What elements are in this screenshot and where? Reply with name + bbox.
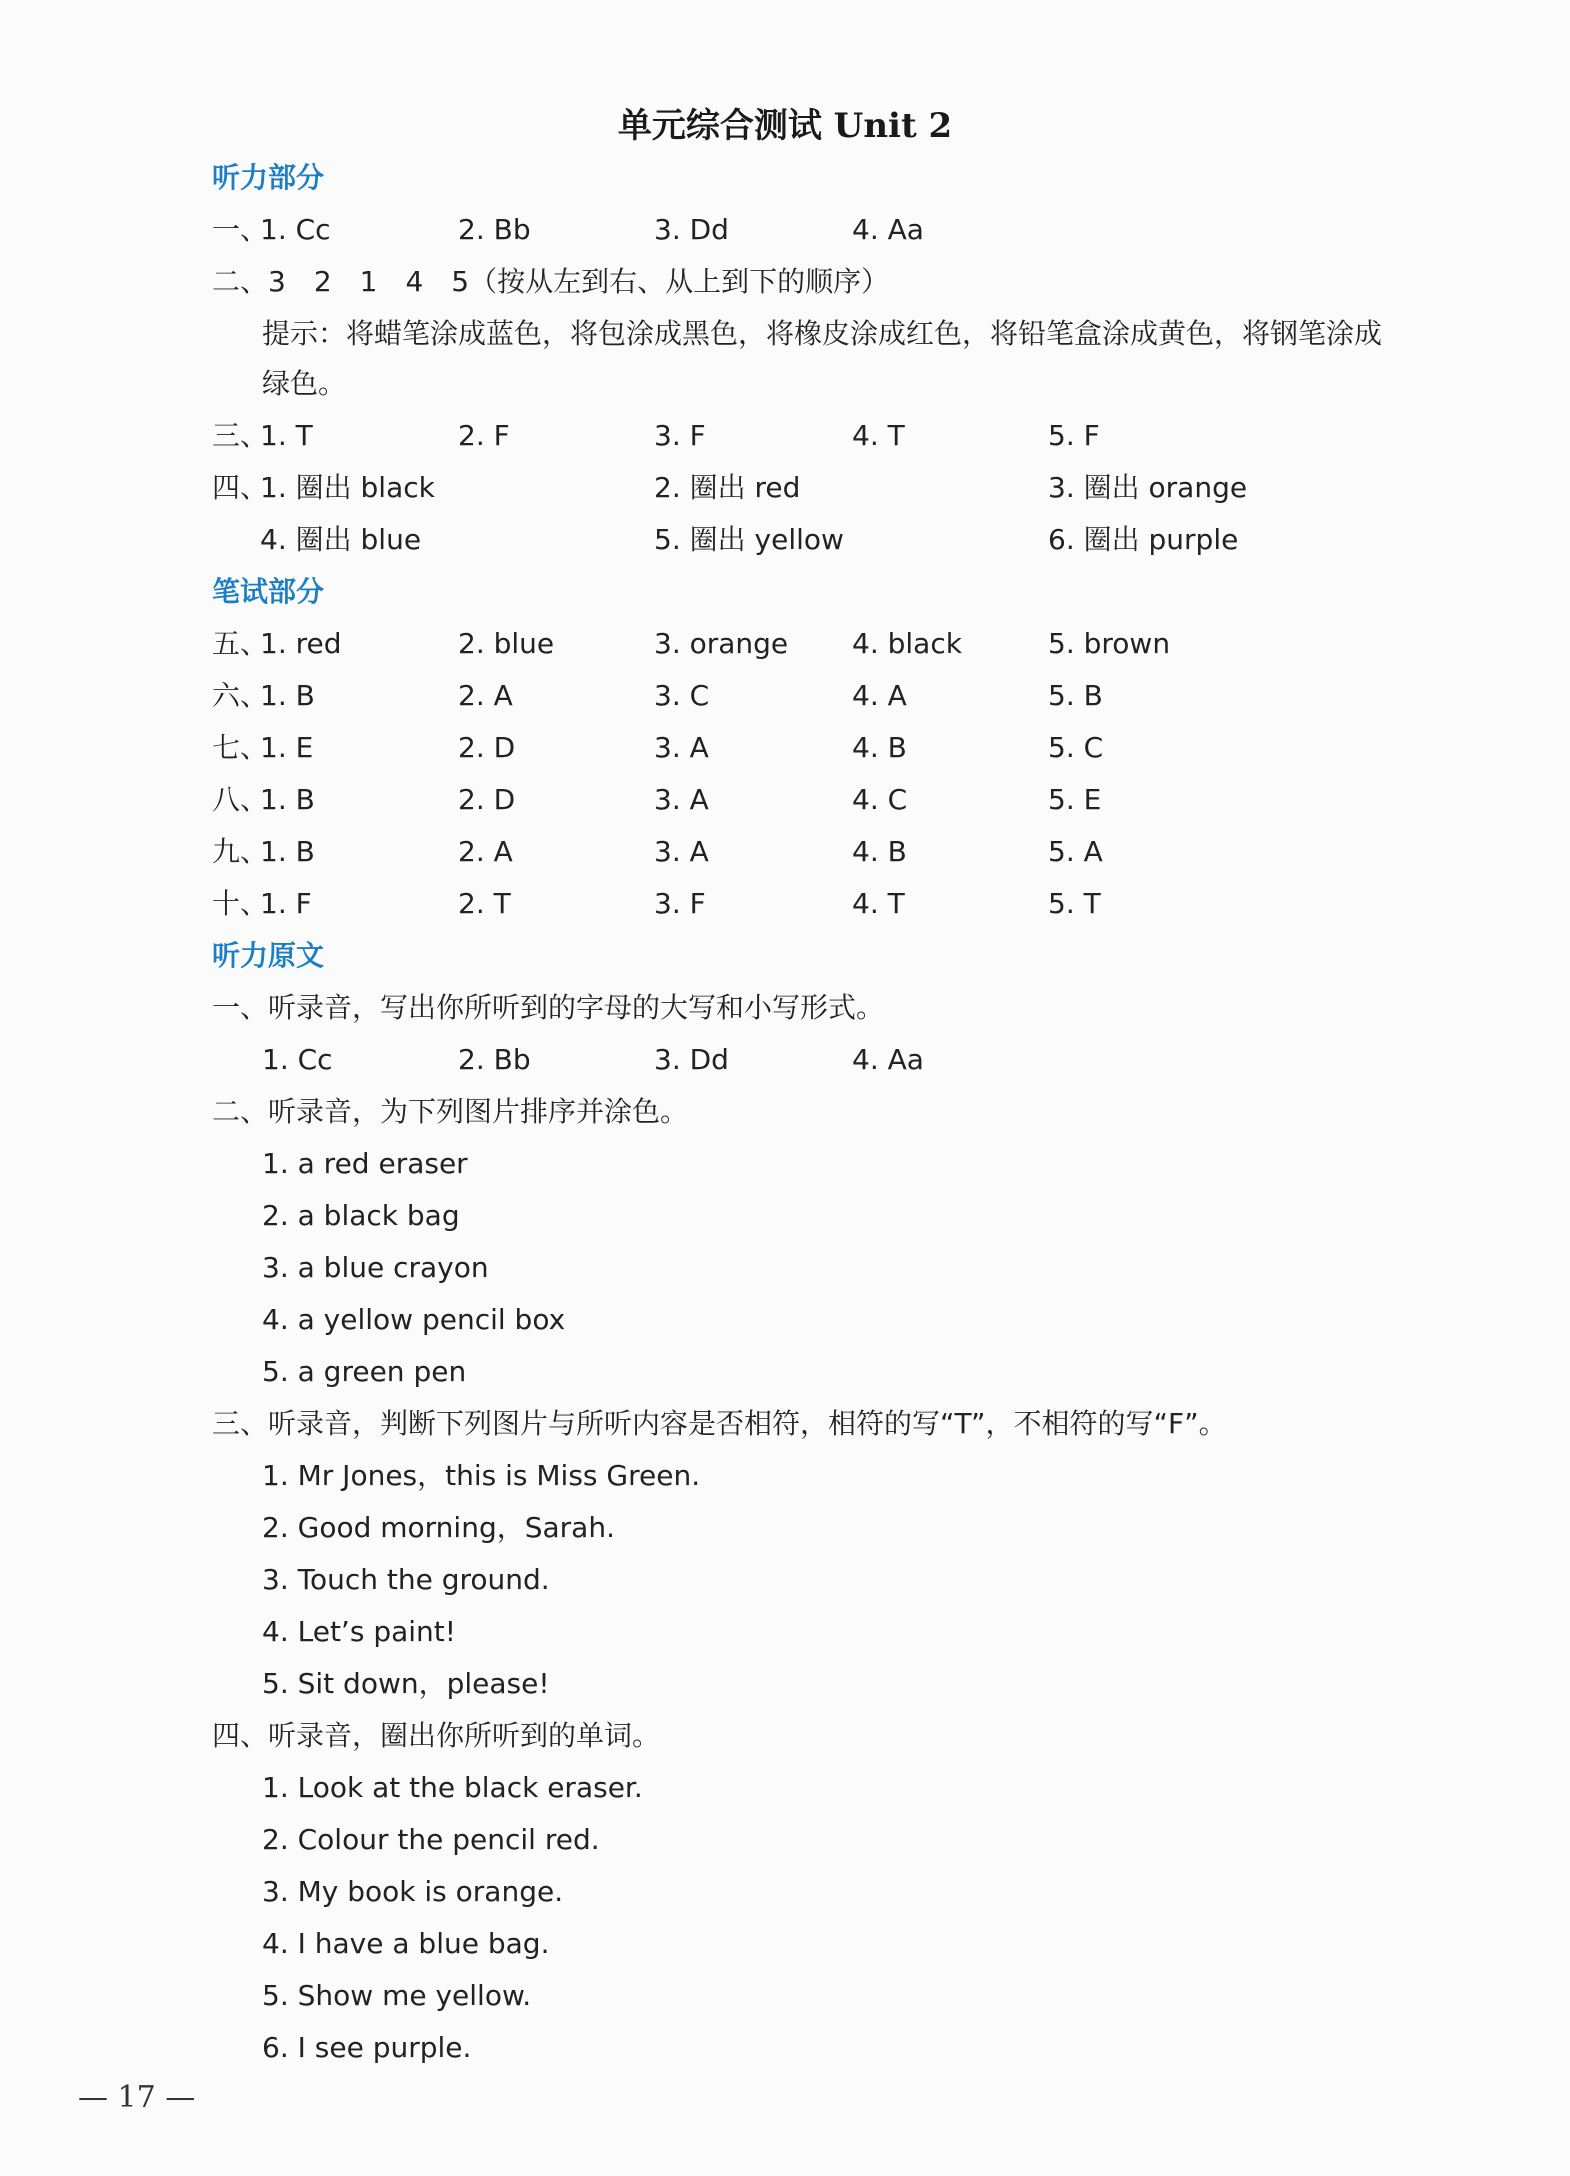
list-item: 1. a red eraser: [262, 1147, 468, 1180]
list-item: 5. Show me yellow.: [262, 1979, 532, 2012]
listening-heading: 听力部分: [212, 161, 325, 194]
hint-line-2: 绿色。: [262, 367, 347, 400]
list-item: 2. Colour the pencil red.: [262, 1823, 600, 1856]
list-item: 3. My book is orange.: [262, 1875, 564, 1908]
hint-line-1: 提示：将蜡笔涂成蓝色，将包涂成黑色，将橡皮涂成红色，将铅笔盒涂成黄色，将钢笔涂成: [262, 317, 1383, 350]
list-item: 2. a black bag: [262, 1199, 460, 1232]
list-item: 4. a yellow pencil box: [262, 1303, 566, 1336]
transcript-heading: 听力原文: [212, 939, 325, 972]
list-item: 2. Good morning，Sarah.: [262, 1511, 615, 1544]
transcript-instruction-4: 四、听录音，圈出你所听到的单词。: [212, 1719, 661, 1752]
transcript-instruction-3: 三、听录音，判断下列图片与所听内容是否相符，相符的写“T”，不相符的写“F”。: [212, 1407, 1227, 1440]
list-item: 1. Look at the black eraser.: [262, 1771, 643, 1804]
answer-page: 单元综合测试 Unit 2 听力部分 一、 1. Cc 2. Bb 3. Dd 4. Aa 二、3 2 1 4 5（按从左到右、从上到下的顺序） 提示：将蜡笔涂成蓝色，将包涂成黑色，将橡皮涂成红色，将铅笔盒涂成黄色，将钢笔涂成 绿色。 三、 1. T 2. F 3. F 4. T 5. F 四、 1. 圈出 black 2. 圈出 red 3. 圈出 orange 4. 圈出 blue 5. 圈出 yellow 6. 圈出 purple 笔试部分 五、 1. red 2. blue 3. orange 4. black 5. brown 六、 1. B 2. A 3. C 4. A 5. B 七、 1. E 2. D 3. A 4. B 5. C 八、 1. B 2. D 3. A 4. C 5. E 九、 1. B 2. A 3. A 4. B 5. A 十、 1. F 2. T 3. F 4. T 5. T 听力原文 一、听录音，写出你所听到的字母的大写和小写形式。 1. Cc 2. Bb 3. Dd 4. Aa 二、听录音，为下列图片排序并涂色。 1. a red eraser 2. a black bag 3. a blue crayon 4. a yellow pencil box 5. a green pen 三、听录音，判断下列图片与所听内容是否相符，相符的写“T”，不相符的写“F”。 1. Mr Jones，this is Miss Green. 2. Good morning，Sarah. 3. Touch the ground. 4. Let’s paint! 5. Sit down，please! 四、听录音，圈出你所听到的单词。 1. Look at the black eraser. 2. Colour the pencil red. 3. My book is orange. 4. I have a blue bag. 5. Show me yellow. 6. I see purple. — 17 —: [0, 0, 1570, 2176]
writing-heading: 笔试部分: [212, 575, 325, 608]
transcript-instruction-2: 二、听录音，为下列图片排序并涂色。: [212, 1095, 689, 1128]
list-item: 3. a blue crayon: [262, 1251, 489, 1284]
list-item: 5. a green pen: [262, 1355, 467, 1388]
list-item: 5. Sit down，please!: [262, 1667, 550, 1700]
list-item: 4. I have a blue bag.: [262, 1927, 550, 1960]
list-item: 6. I see purple.: [262, 2031, 472, 2064]
list-item: 4. Let’s paint!: [262, 1615, 456, 1648]
list-item: 3. Touch the ground.: [262, 1563, 550, 1596]
answer-row-2: 二、3 2 1 4 5（按从左到右、从上到下的顺序）: [212, 265, 890, 298]
list-item: 1. Mr Jones，this is Miss Green.: [262, 1459, 701, 1492]
page-title: 单元综合测试 Unit 2: [617, 106, 953, 146]
transcript-instruction-1: 一、听录音，写出你所听到的字母的大写和小写形式。: [212, 991, 885, 1024]
page-number: — 17 —: [78, 2080, 196, 2115]
